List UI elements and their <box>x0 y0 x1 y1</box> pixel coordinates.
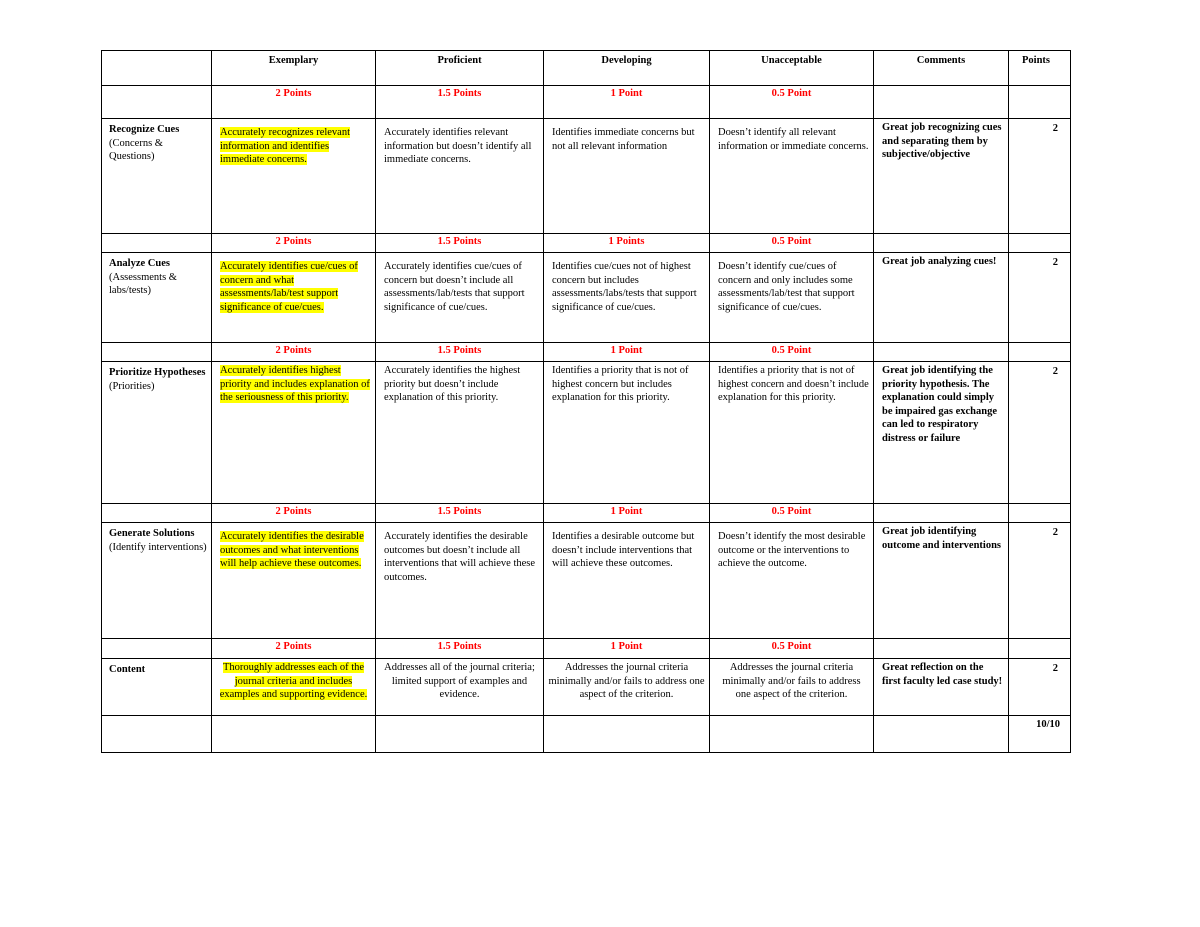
points-row-empty <box>102 343 212 362</box>
unacceptable-description: Addresses the journal criteria minimally and/or fails to address one aspect of the criterion. <box>710 659 874 716</box>
total-score: 10/10 <box>1009 716 1071 753</box>
header-unacceptable: Unacceptable <box>710 51 874 86</box>
developing-description: Identifies cue/cues not of highest concern but includes assessments/labs/tests that support significance of cue/cues. <box>544 253 710 343</box>
exemplary-description <box>212 362 376 504</box>
points-unacceptable: 0.5 Point <box>710 234 874 253</box>
proficient-description: Addresses all of the journal criteria; limited support of examples and evidence. <box>376 659 544 716</box>
points-row <box>102 504 1071 523</box>
points-unacceptable: 0.5 Point <box>710 504 874 523</box>
points-proficient: 1.5 Points <box>376 86 544 119</box>
highlighted-text: Accurately identifies highest priority and includes explanation of the seriousness of this priority. <box>220 365 370 403</box>
criterion-title: Analyze Cues <box>109 258 170 269</box>
criterion-cell <box>102 253 212 343</box>
header-proficient: Proficient <box>376 51 544 86</box>
points-developing: 1 Points <box>544 234 710 253</box>
criterion-row <box>102 523 1071 639</box>
points-row <box>102 639 1071 659</box>
criterion-title: Prioritize Hypotheses <box>109 367 206 378</box>
highlighted-text: Accurately recognizes relevant information and identifies immediate concerns. <box>220 127 351 165</box>
points-row-empty <box>1009 234 1071 253</box>
criterion-subtitle: (Identify interventions) <box>109 541 207 553</box>
header-row <box>102 51 1071 86</box>
header-empty-cell <box>102 51 212 86</box>
criterion-cell <box>102 523 212 639</box>
points-developing: 1 Point <box>544 639 710 659</box>
exemplary-description <box>212 253 376 343</box>
comment: Great job analyzing cues! <box>874 253 1009 343</box>
points-row-empty <box>1009 639 1071 659</box>
points-proficient: 1.5 Points <box>376 234 544 253</box>
points-row <box>102 234 1071 253</box>
points-proficient: 1.5 Points <box>376 639 544 659</box>
points-row-empty <box>874 639 1009 659</box>
header-comments: Comments <box>874 51 1009 86</box>
score: 2 <box>1009 362 1071 504</box>
points-developing: 1 Point <box>544 343 710 362</box>
developing-description: Identifies a desirable outcome but doesn’t include interventions that will achieve these outcomes. <box>544 523 710 639</box>
developing-description: Identifies a priority that is not of highest concern but includes explanation for this priority. <box>544 362 710 504</box>
points-exemplary: 2 Points <box>212 504 376 523</box>
total-row-empty <box>874 716 1009 753</box>
points-row <box>102 343 1071 362</box>
points-unacceptable: 0.5 Point <box>710 343 874 362</box>
points-proficient: 1.5 Points <box>376 504 544 523</box>
points-exemplary: 2 Points <box>212 343 376 362</box>
highlighted-text: Accurately identifies cue/cues of concern and what assessments/lab/test support significance of cue/cues. <box>220 261 358 313</box>
score: 2 <box>1009 523 1071 639</box>
points-row-empty <box>102 234 212 253</box>
total-row-empty <box>710 716 874 753</box>
proficient-description: Accurately identifies cue/cues of concern but doesn’t include all assessments/lab/tests that support significance of cue/cues. <box>376 253 544 343</box>
criterion-cell <box>102 659 212 716</box>
comment: Great job identifying the priority hypothesis. The explanation could simply be impaired gas exchange can led to respiratory distress or failure <box>874 362 1009 504</box>
points-row-empty <box>102 639 212 659</box>
points-row-empty <box>874 504 1009 523</box>
total-row-empty <box>544 716 710 753</box>
criterion-cell <box>102 119 212 234</box>
highlighted-text: Thoroughly addresses each of the journal criteria and includes examples and supporting evidence. <box>219 662 368 700</box>
developing-description: Addresses the journal criteria minimally and/or fails to address one aspect of the criterion. <box>544 659 710 716</box>
comment: Great job recognizing cues and separating them by subjective/objective <box>874 119 1009 234</box>
criterion-row <box>102 362 1071 504</box>
highlighted-text: Accurately identifies the desirable outcomes and what interventions will help achieve these outcomes. <box>220 531 364 569</box>
points-row-empty <box>874 86 1009 119</box>
points-row-empty <box>874 343 1009 362</box>
points-row-empty <box>1009 86 1071 119</box>
comment: Great reflection on the first faculty led case study! <box>874 659 1009 716</box>
score: 2 <box>1009 659 1071 716</box>
criterion-row <box>102 659 1071 716</box>
criterion-cell <box>102 362 212 504</box>
points-row <box>102 86 1071 119</box>
developing-description: Identifies immediate concerns but not all relevant information <box>544 119 710 234</box>
header-points: Points <box>1009 51 1071 86</box>
points-exemplary: 2 Points <box>212 234 376 253</box>
total-row-empty <box>212 716 376 753</box>
points-row-empty <box>1009 504 1071 523</box>
proficient-description: Accurately identifies the desirable outcomes but doesn’t include all interventions that will achieve these outcomes. <box>376 523 544 639</box>
header-exemplary: Exemplary <box>212 51 376 86</box>
points-developing: 1 Point <box>544 86 710 119</box>
points-row-empty <box>102 86 212 119</box>
grading-rubric-table <box>101 50 1071 753</box>
score: 2 <box>1009 253 1071 343</box>
total-row <box>102 716 1071 753</box>
points-row-empty <box>102 504 212 523</box>
points-unacceptable: 0.5 Point <box>710 639 874 659</box>
criterion-title: Recognize Cues <box>109 124 180 135</box>
proficient-description: Accurately identifies relevant information but doesn’t identify all immediate concerns. <box>376 119 544 234</box>
points-exemplary: 2 Points <box>212 86 376 119</box>
criterion-title: Generate Solutions <box>109 528 195 539</box>
criterion-row <box>102 119 1071 234</box>
unacceptable-description: Doesn’t identify all relevant information or immediate concerns. <box>710 119 874 234</box>
proficient-description: Accurately identifies the highest priority but doesn’t include explanation of this priority. <box>376 362 544 504</box>
criterion-subtitle: (Assessments & labs/tests) <box>109 271 177 296</box>
total-row-empty <box>376 716 544 753</box>
points-proficient: 1.5 Points <box>376 343 544 362</box>
score: 2 <box>1009 119 1071 234</box>
criterion-subtitle: (Priorities) <box>109 380 155 392</box>
points-exemplary: 2 Points <box>212 639 376 659</box>
exemplary-description <box>212 659 376 716</box>
comment: Great job identifying outcome and interventions <box>874 523 1009 639</box>
unacceptable-description: Doesn’t identify the most desirable outcome or the interventions to achieve the outcome. <box>710 523 874 639</box>
header-developing: Developing <box>544 51 710 86</box>
total-row-empty <box>102 716 212 753</box>
points-developing: 1 Point <box>544 504 710 523</box>
criterion-row <box>102 253 1071 343</box>
exemplary-description <box>212 523 376 639</box>
unacceptable-description: Doesn’t identify cue/cues of concern and only includes some assessments/lab/test that support significance of cue/cues. <box>710 253 874 343</box>
unacceptable-description: Identifies a priority that is not of highest concern and doesn’t include explanation for this priority. <box>710 362 874 504</box>
points-unacceptable: 0.5 Point <box>710 86 874 119</box>
points-row-empty <box>1009 343 1071 362</box>
points-row-empty <box>874 234 1009 253</box>
criterion-subtitle: (Concerns & Questions) <box>109 137 163 162</box>
criterion-title: Content <box>109 664 146 675</box>
exemplary-description <box>212 119 376 234</box>
